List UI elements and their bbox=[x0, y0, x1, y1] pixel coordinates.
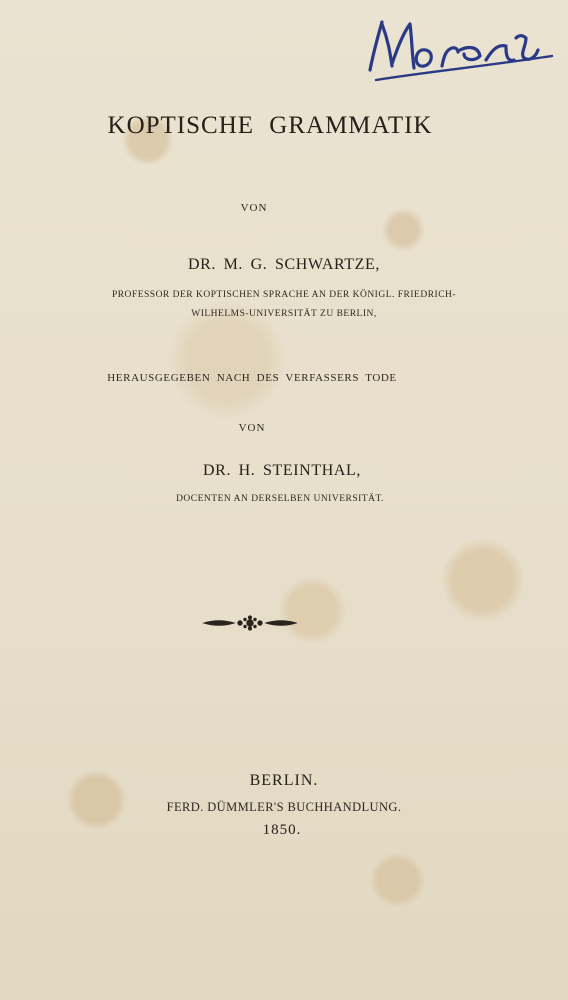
editor-name: DR. H. STEINTHAL, bbox=[203, 462, 361, 479]
author-description-line: WILHELMS-UNIVERSITÄT ZU BERLIN, bbox=[191, 309, 377, 319]
author-description-line: PROFESSOR DER KOPTISCHEN SPRACHE AN DER KÖNIGL. FRIEDRICH- bbox=[111, 290, 457, 300]
imprint-year: 1850. bbox=[262, 822, 302, 838]
editor-description: DOCENTEN AN DERSELBEN UNIVERSITÄT. bbox=[176, 494, 384, 504]
author-description bbox=[0, 286, 568, 324]
herausgegeben-line: HERAUSGEGEBEN NACH DES VERFASSERS TODE bbox=[107, 372, 397, 384]
book-title: KOPTISCHE GRAMMATIK bbox=[107, 112, 433, 139]
author-name: DR. M. G. SCHWARTZE, bbox=[187, 256, 381, 273]
imprint-city: BERLIN. bbox=[249, 772, 319, 789]
handwritten-signature bbox=[356, 10, 556, 88]
imprint-publisher: FERD. DÜMMLER'S BUCHHANDLUNG. bbox=[166, 800, 402, 814]
von-label: VON bbox=[238, 422, 266, 434]
fleuron-ornament-icon bbox=[200, 612, 300, 634]
von-label: VON bbox=[240, 202, 268, 214]
